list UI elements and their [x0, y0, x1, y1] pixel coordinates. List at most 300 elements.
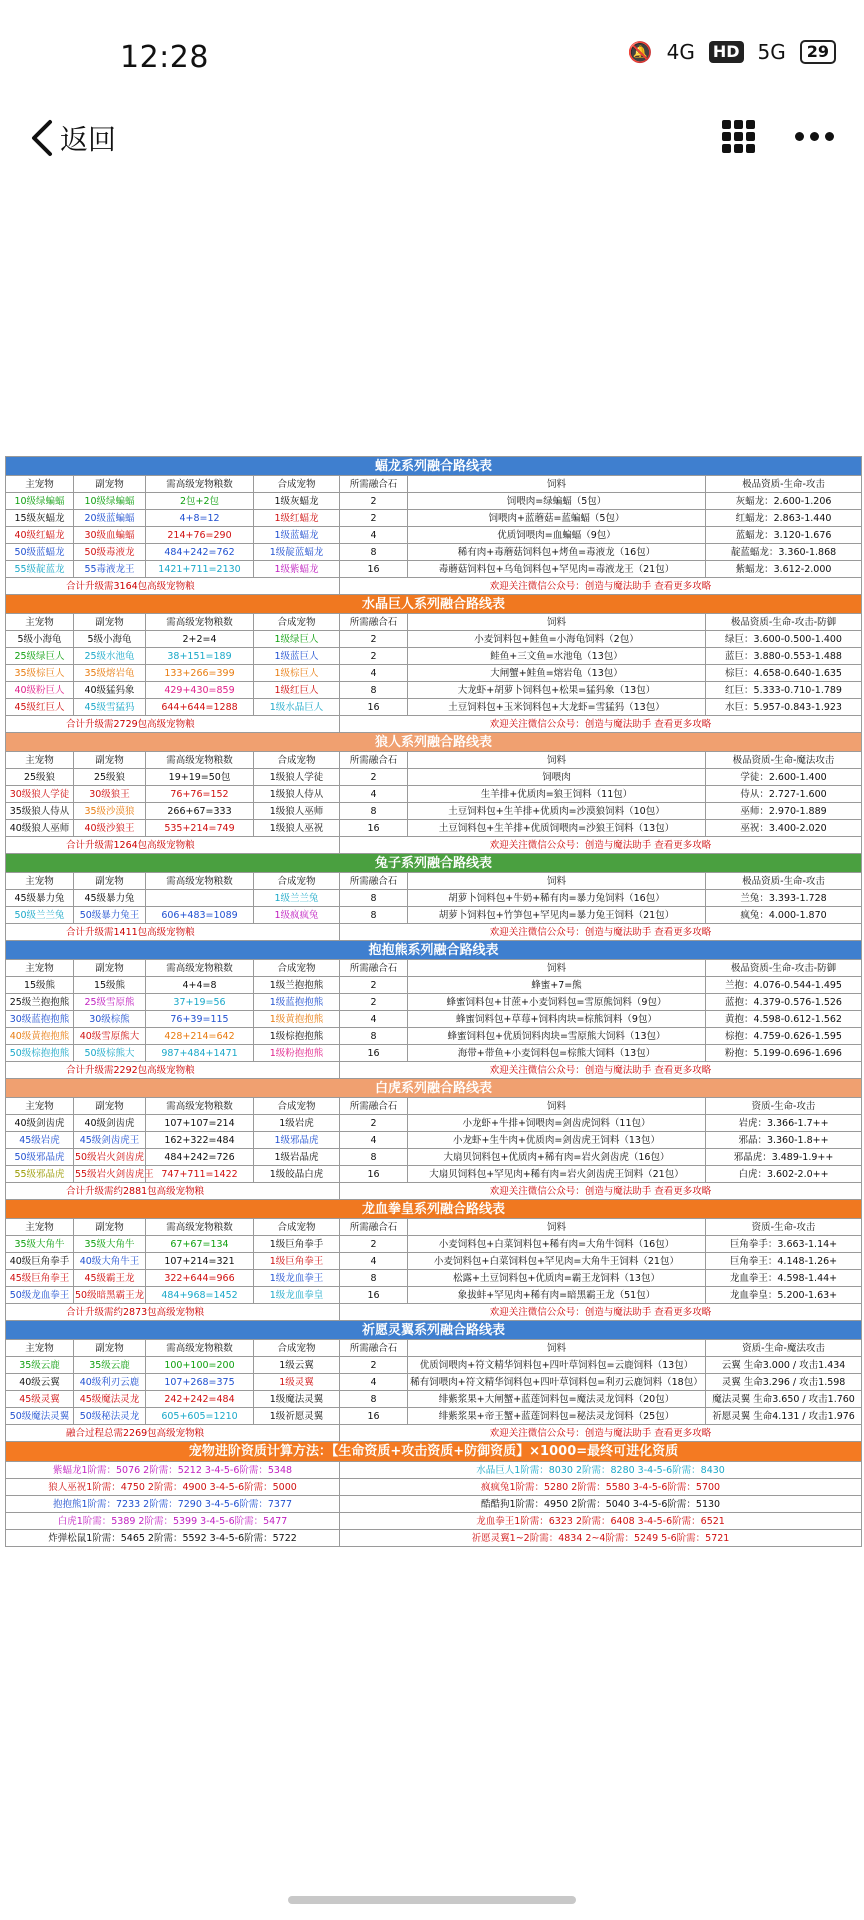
column-header: 副宠物	[74, 1340, 146, 1357]
table-cell: 棕抱：4.759-0.626-1.595	[706, 1028, 862, 1045]
column-header: 饲料	[408, 614, 706, 631]
section-title: 狼人系列融合路线表	[6, 733, 862, 752]
fusion-route-sheet	[5, 456, 861, 1547]
header-row	[6, 476, 862, 493]
table-cell: 黄抱：4.598-0.612-1.562	[706, 1011, 862, 1028]
column-header: 极品资质-生命-攻击-防御	[706, 960, 862, 977]
table-row	[6, 510, 862, 527]
table-cell: 1级岩虎	[254, 1115, 340, 1132]
table-cell: 40级巨角拳手	[6, 1253, 74, 1270]
table-cell: 1级狼人巫师	[254, 803, 340, 820]
table-cell: 40级粉巨人	[6, 682, 74, 699]
table-cell: 322+644=966	[146, 1270, 254, 1287]
table-cell: 土豆饲料包+玉米饲料包+大龙虾=雪猛犸（13包）	[408, 699, 706, 716]
table-cell: 35级棕巨人	[6, 665, 74, 682]
table-cell: 1级棕巨人	[254, 665, 340, 682]
table-cell: 8	[340, 907, 408, 924]
table-row	[6, 1253, 862, 1270]
ad-text: 欢迎关注微信公众号：创造与魔法助手 查看更多攻略	[340, 1425, 862, 1442]
table-cell: 松露+土豆饲料包+优质肉=霸王龙饲料（13包）	[408, 1270, 706, 1287]
table-cell: 214+76=290	[146, 527, 254, 544]
total-row	[6, 924, 862, 941]
column-header: 所需融合石	[340, 614, 408, 631]
table-cell: 灰蝠龙：2.600-1.206	[706, 493, 862, 510]
table-cell: 133+266=399	[146, 665, 254, 682]
table-row	[6, 1408, 862, 1425]
column-header: 需高级宠物粮数	[146, 960, 254, 977]
table-cell: 76+39=115	[146, 1011, 254, 1028]
table-cell: 45级魔法灵龙	[74, 1391, 146, 1408]
table-cell: 蓝巨：3.880-0.553-1.488	[706, 648, 862, 665]
column-header: 饲料	[408, 1219, 706, 1236]
table-cell: 35级云鹿	[6, 1357, 74, 1374]
table-cell: 稀有肉+毒蘑菇饲料包+烤鱼=毒液龙（16包）	[408, 544, 706, 561]
table-cell: 蜂蜜饲料包+草莓+饲料肉块=棕熊饲料（9包）	[408, 1011, 706, 1028]
table-row	[6, 1270, 862, 1287]
battery-icon: 29	[800, 40, 836, 64]
column-header: 主宠物	[6, 960, 74, 977]
back-label: 返回	[60, 123, 117, 156]
status-time: 12:28	[120, 40, 209, 75]
column-header: 需高级宠物粮数	[146, 752, 254, 769]
section-title-row	[6, 1321, 862, 1340]
breakdown-row	[6, 1462, 862, 1479]
grid-menu-icon[interactable]	[722, 120, 755, 153]
table-cell: 16	[340, 1408, 408, 1425]
table-cell: 魔法灵翼 生命3.650 / 攻击1.760	[706, 1391, 862, 1408]
breakdown-left: 炸弹松鼠1阶需：5465 2阶需：5592 3-4-5-6阶需：5722	[6, 1530, 340, 1547]
table-row	[6, 1391, 862, 1408]
table-cell: 30级蓝抱抱熊	[6, 1011, 74, 1028]
formula-row	[6, 1442, 862, 1462]
table-cell: 76+76=152	[146, 786, 254, 803]
table-cell: 2	[340, 631, 408, 648]
table-cell: 大扇贝饲料包+罕见肉+稀有肉=岩火剑齿虎王饲料（21包）	[408, 1166, 706, 1183]
table-cell: 55级邪晶虎	[6, 1166, 74, 1183]
table-row	[6, 493, 862, 510]
column-header: 所需融合石	[340, 752, 408, 769]
table-cell: 605+605=1210	[146, 1408, 254, 1425]
table-row	[6, 1149, 862, 1166]
table-cell: 55毒液龙王	[74, 561, 146, 578]
ad-text: 欢迎关注微信公众号：创造与魔法助手 查看更多攻略	[340, 1062, 862, 1079]
table-cell: 2	[340, 493, 408, 510]
column-header: 合成宠物	[254, 476, 340, 493]
table-cell: 1级蓝巨人	[254, 648, 340, 665]
table-cell: 兰兔：3.393-1.728	[706, 890, 862, 907]
table-cell: 25级雪原熊	[74, 994, 146, 1011]
table-cell: 50级暗黑霸王龙	[74, 1287, 146, 1304]
table-cell: 饲喂肉	[408, 769, 706, 786]
table-cell: 107+268=375	[146, 1374, 254, 1391]
table-cell: 8	[340, 1149, 408, 1166]
breakdown-right: 祈愿灵翼1~2阶需：4834 2~4阶需：5249 5-6阶需：5721	[340, 1530, 862, 1547]
column-header: 需高级宠物粮数	[146, 1098, 254, 1115]
table-cell: 644+644=1288	[146, 699, 254, 716]
table-cell: 2	[340, 977, 408, 994]
column-header: 极品资质-生命-攻击-防御	[706, 614, 862, 631]
table-cell: 8	[340, 803, 408, 820]
column-header: 所需融合石	[340, 1098, 408, 1115]
header-row	[6, 1219, 862, 1236]
table-cell: 45级暴力兔	[6, 890, 74, 907]
table-cell: 25级水池龟	[74, 648, 146, 665]
table-cell: 靛蓝蝠龙：3.360-1.868	[706, 544, 862, 561]
table-cell: 蓝蝠龙：3.120-1.676	[706, 527, 862, 544]
table-cell: 水巨：5.957-0.843-1.923	[706, 699, 862, 716]
column-header: 所需融合石	[340, 1219, 408, 1236]
table-cell	[146, 890, 254, 907]
column-header: 极品资质-生命-魔法攻击	[706, 752, 862, 769]
table-cell: 30级血蝙蝠	[74, 527, 146, 544]
table-cell: 2+2=4	[146, 631, 254, 648]
column-header: 合成宠物	[254, 752, 340, 769]
total-summary: 合计升级需1411包高级宠物粮	[6, 924, 340, 941]
table-cell: 45级巨角拳王	[6, 1270, 74, 1287]
table-cell: 1级狼人侍从	[254, 786, 340, 803]
breakdown-left: 紫蝠龙1阶需：5076 2阶需：5212 3-4-5-6阶需：5348	[6, 1462, 340, 1479]
table-cell: 40级云翼	[6, 1374, 74, 1391]
column-header: 主宠物	[6, 752, 74, 769]
section-title: 水晶巨人系列融合路线表	[6, 595, 862, 614]
column-header: 需高级宠物粮数	[146, 1219, 254, 1236]
hd-icon: HD	[709, 41, 744, 63]
chevron-left-icon	[30, 118, 54, 158]
column-header: 主宠物	[6, 476, 74, 493]
table-cell: 1级靛蓝蝠龙	[254, 544, 340, 561]
table-cell: 1级皎晶白虎	[254, 1166, 340, 1183]
section-title-row	[6, 1079, 862, 1098]
table-cell: 1级粉抱抱熊	[254, 1045, 340, 1062]
table-row	[6, 631, 862, 648]
table-cell: 484+242=762	[146, 544, 254, 561]
table-cell: 1级祈愿灵翼	[254, 1408, 340, 1425]
table-cell: 2	[340, 1236, 408, 1253]
total-summary: 合计升级需约2881包高级宠物粮	[6, 1183, 340, 1200]
total-summary: 合计升级需2292包高级宠物粮	[6, 1062, 340, 1079]
table-cell: 红蝠龙：2.863-1.440	[706, 510, 862, 527]
table-cell: 巫师：2.970-1.889	[706, 803, 862, 820]
column-header: 饲料	[408, 476, 706, 493]
column-header: 合成宠物	[254, 1219, 340, 1236]
table-cell: 小麦饲料包+白菜饲料包+罕见肉=大角牛王饲料（21包）	[408, 1253, 706, 1270]
table-cell: 学徒：2.600-1.400	[706, 769, 862, 786]
table-cell: 小龙虾+牛排+饲喂肉=剑齿虎饲料（11包）	[408, 1115, 706, 1132]
total-summary: 合计升级需1264包高级宠物粮	[6, 837, 340, 854]
table-cell: 40级狼人巫师	[6, 820, 74, 837]
table-cell: 1级云翼	[254, 1357, 340, 1374]
breakdown-right: 水晶巨人1阶需：8030 2阶需：8280 3-4-5-6阶需：8430	[340, 1462, 862, 1479]
column-header: 合成宠物	[254, 873, 340, 890]
table-cell: 饲喂肉=绿蝙蝠（5包）	[408, 493, 706, 510]
breakdown-left: 抱抱熊1阶需：7233 2阶需：7290 3-4-5-6阶需：7377	[6, 1496, 340, 1513]
table-cell: 1级邪晶虎	[254, 1132, 340, 1149]
table-cell: 10级绿蝙蝠	[74, 493, 146, 510]
table-cell: 67+67=134	[146, 1236, 254, 1253]
breakdown-left: 白虎1阶需：5389 2阶需：5399 3-4-5-6阶需：5477	[6, 1513, 340, 1530]
table-cell: 胡萝卜饲料包+牛奶+稀有肉=暴力兔饲料（16包）	[408, 890, 706, 907]
section-title-row	[6, 595, 862, 614]
column-header: 极品资质-生命-攻击	[706, 476, 862, 493]
section-title: 蝠龙系列融合路线表	[6, 457, 862, 476]
table-row	[6, 994, 862, 1011]
table-cell: 绯紫浆果+帝王蟹+蓝莲饲料包=秘法灵龙饲料（25包）	[408, 1408, 706, 1425]
column-header: 需高级宠物粮数	[146, 1340, 254, 1357]
table-cell: 747+711=1422	[146, 1166, 254, 1183]
table-cell: 4	[340, 786, 408, 803]
section-title: 白虎系列融合路线表	[6, 1079, 862, 1098]
table-cell: 429+430=859	[146, 682, 254, 699]
column-header: 极品资质-生命-攻击	[706, 873, 862, 890]
table-cell: 象拔蚌+罕见肉+稀有肉=暗黑霸王龙（51包）	[408, 1287, 706, 1304]
table-cell: 海带+带鱼+小麦饲料包=棕熊大饲料（13包）	[408, 1045, 706, 1062]
table-cell: 4	[340, 1132, 408, 1149]
back-button[interactable]	[30, 118, 116, 158]
table-cell: 1级巨角拳手	[254, 1236, 340, 1253]
ad-text: 欢迎关注微信公众号：创造与魔法助手 查看更多攻略	[340, 578, 862, 595]
table-cell: 25级绿巨人	[6, 648, 74, 665]
table-cell: 鲑鱼+三文鱼=水池龟（13包）	[408, 648, 706, 665]
table-cell: 紫蝠龙：3.612-2.000	[706, 561, 862, 578]
table-cell: 38+151=189	[146, 648, 254, 665]
table-row	[6, 1166, 862, 1183]
table-row	[6, 561, 862, 578]
breakdown-row	[6, 1496, 862, 1513]
table-cell: 红巨：5.333-0.710-1.789	[706, 682, 862, 699]
breakdown-right: 龙血拳王1阶需：6323 2阶需：6408 3-4-5-6阶需：6521	[340, 1513, 862, 1530]
table-cell: 1级兰抱抱熊	[254, 977, 340, 994]
column-header: 主宠物	[6, 1340, 74, 1357]
table-cell: 巨角拳王：4.148-1.26+	[706, 1253, 862, 1270]
column-header: 需高级宠物粮数	[146, 476, 254, 493]
table-cell: 535+214=749	[146, 820, 254, 837]
table-cell: 35级大角牛	[6, 1236, 74, 1253]
table-row	[6, 890, 862, 907]
table-cell: 龙血拳皇：5.200-1.63+	[706, 1287, 862, 1304]
table-cell: 2包+2包	[146, 493, 254, 510]
table-row	[6, 527, 862, 544]
table-row	[6, 977, 862, 994]
table-cell: 1级魔法灵翼	[254, 1391, 340, 1408]
table-cell: 25级狼	[74, 769, 146, 786]
table-cell: 1级棕抱抱熊	[254, 1028, 340, 1045]
table-cell: 4	[340, 1011, 408, 1028]
breakdown-left: 狼人巫祝1阶需：4750 2阶需：4900 3-4-5-6阶需：5000	[6, 1479, 340, 1496]
table-cell: 蜂蜜饲料包+优质饲料肉块=雪原熊大饲料（13包）	[408, 1028, 706, 1045]
fusion-table	[5, 456, 862, 1547]
table-cell: 2	[340, 1357, 408, 1374]
table-cell: 107+107=214	[146, 1115, 254, 1132]
table-cell: 1级灰蝠龙	[254, 493, 340, 510]
table-cell: 白虎：3.602-2.0++	[706, 1166, 862, 1183]
table-cell: 4+4=8	[146, 977, 254, 994]
table-cell: 胡萝卜饲料包+竹笋包+罕见肉=暴力兔王饲料（21包）	[408, 907, 706, 924]
ad-text: 欢迎关注微信公众号：创造与魔法助手 查看更多攻略	[340, 1183, 862, 1200]
table-cell: 55级岩火剑齿虎王	[74, 1166, 146, 1183]
column-header: 所需融合石	[340, 960, 408, 977]
table-cell: 45级剑齿虎王	[74, 1132, 146, 1149]
table-cell: 1级龙血拳皇	[254, 1287, 340, 1304]
table-cell: 40级剑齿虎	[74, 1115, 146, 1132]
breakdown-right: 疯疯兔1阶需：5280 2阶需：5580 3-4-5-6阶需：5700	[340, 1479, 862, 1496]
header-row	[6, 752, 862, 769]
table-cell: 灵翼 生命3.296 / 攻击1.598	[706, 1374, 862, 1391]
column-header: 合成宠物	[254, 960, 340, 977]
table-cell: 45级灵翼	[6, 1391, 74, 1408]
table-cell: 棕巨：4.658-0.640-1.635	[706, 665, 862, 682]
table-row	[6, 803, 862, 820]
table-cell: 小龙虾+生牛肉+优质肉=剑齿虎王饲料（13包）	[408, 1132, 706, 1149]
table-cell: 2	[340, 994, 408, 1011]
table-cell: 兰抱：4.076-0.544-1.495	[706, 977, 862, 994]
table-cell: 1级龙血拳王	[254, 1270, 340, 1287]
table-cell: 1级兰兰兔	[254, 890, 340, 907]
column-header: 资质-生命-魔法攻击	[706, 1340, 862, 1357]
header-row	[6, 1340, 862, 1357]
table-row	[6, 1011, 862, 1028]
table-cell: 8	[340, 890, 408, 907]
table-cell: 4	[340, 665, 408, 682]
table-cell: 1级水晶巨人	[254, 699, 340, 716]
total-summary: 合计升级需约2873包高级宠物粮	[6, 1304, 340, 1321]
table-cell: 大扇贝饲料包+优质肉+稀有肉=岩火剑齿虎（16包）	[408, 1149, 706, 1166]
table-cell: 生羊排+优质肉=狼王饲料（11包）	[408, 786, 706, 803]
table-cell: 蓝抱：4.379-0.576-1.526	[706, 994, 862, 1011]
table-cell: 987+484+1471	[146, 1045, 254, 1062]
header-row	[6, 1098, 862, 1115]
table-cell: 50级棕抱抱熊	[6, 1045, 74, 1062]
column-header: 饲料	[408, 960, 706, 977]
total-row	[6, 578, 862, 595]
table-cell: 40级雪原熊大	[74, 1028, 146, 1045]
breakdown-row	[6, 1513, 862, 1530]
column-header: 饲料	[408, 1340, 706, 1357]
table-row	[6, 786, 862, 803]
column-header: 饲料	[408, 752, 706, 769]
column-header: 副宠物	[74, 752, 146, 769]
section-title-row	[6, 941, 862, 960]
table-cell: 粉抱：5.199-0.696-1.696	[706, 1045, 862, 1062]
table-cell: 35级狼人侍从	[6, 803, 74, 820]
table-cell: 8	[340, 544, 408, 561]
table-cell: 4+8=12	[146, 510, 254, 527]
total-row	[6, 1183, 862, 1200]
column-header: 合成宠物	[254, 614, 340, 631]
table-row	[6, 1287, 862, 1304]
table-cell: 15级熊	[74, 977, 146, 994]
ad-text: 欢迎关注微信公众号：创造与魔法助手 查看更多攻略	[340, 924, 862, 941]
table-cell: 巨角拳手：3.663-1.14+	[706, 1236, 862, 1253]
table-cell: 邪晶：3.360-1.8++	[706, 1132, 862, 1149]
breakdown-row	[6, 1479, 862, 1496]
column-header: 副宠物	[74, 1219, 146, 1236]
table-cell: 2	[340, 510, 408, 527]
table-cell: 484+968=1452	[146, 1287, 254, 1304]
table-cell: 606+483=1089	[146, 907, 254, 924]
table-cell: 2	[340, 1115, 408, 1132]
total-row	[6, 716, 862, 733]
table-cell: 50级暴力兔王	[74, 907, 146, 924]
total-row	[6, 1425, 862, 1442]
table-cell: 428+214=642	[146, 1028, 254, 1045]
table-cell: 16	[340, 699, 408, 716]
table-cell: 55级靛蓝龙	[6, 561, 74, 578]
table-cell: 50级兰兰兔	[6, 907, 74, 924]
table-cell: 云翼 生命3.000 / 攻击1.434	[706, 1357, 862, 1374]
table-cell: 50级岩火剑齿虎	[74, 1149, 146, 1166]
table-cell: 5级小海龟	[74, 631, 146, 648]
total-row	[6, 1062, 862, 1079]
table-cell: 小麦饲料包+白菜饲料包+稀有肉=大角牛饲料（16包）	[408, 1236, 706, 1253]
table-cell: 25级狼	[6, 769, 74, 786]
table-cell: 35级沙漠狼	[74, 803, 146, 820]
column-header: 饲料	[408, 1098, 706, 1115]
table-row	[6, 820, 862, 837]
total-summary: 融合过程总需2269包高级宠物粮	[6, 1425, 340, 1442]
table-cell: 25级兰抱抱熊	[6, 994, 74, 1011]
column-header: 主宠物	[6, 1219, 74, 1236]
more-options-icon[interactable]	[795, 132, 834, 141]
table-cell: 35级熔岩龟	[74, 665, 146, 682]
table-cell: 稀有饲喂肉+符文精华饲料包+四叶草饲料包=利刃云鹿饲料（18包）	[408, 1374, 706, 1391]
section-title-row	[6, 457, 862, 476]
home-indicator[interactable]	[288, 1896, 576, 1904]
table-cell: 1级红蝠龙	[254, 510, 340, 527]
section-title: 兔子系列融合路线表	[6, 854, 862, 873]
column-header: 所需融合石	[340, 476, 408, 493]
column-header: 资质-生命-攻击	[706, 1098, 862, 1115]
ad-text: 欢迎关注微信公众号：创造与魔法助手 查看更多攻略	[340, 1304, 862, 1321]
table-cell: 40级大角牛王	[74, 1253, 146, 1270]
header-row	[6, 614, 862, 631]
table-cell: 饲喂肉+蓝蘑菇=蓝蝙蝠（5包）	[408, 510, 706, 527]
table-cell: 4	[340, 1253, 408, 1270]
table-cell: 50级蓝蝠龙	[6, 544, 74, 561]
column-header: 需高级宠物粮数	[146, 873, 254, 890]
table-cell: 1421+711=2130	[146, 561, 254, 578]
column-header: 饲料	[408, 873, 706, 890]
nav-bar	[0, 110, 864, 170]
total-row	[6, 837, 862, 854]
section-title-row	[6, 733, 862, 752]
column-header: 主宠物	[6, 1098, 74, 1115]
table-cell: 45级暴力兔	[74, 890, 146, 907]
table-cell: 1级巨角拳王	[254, 1253, 340, 1270]
table-cell: 16	[340, 1166, 408, 1183]
table-cell: 10级绿蝙蝠	[6, 493, 74, 510]
table-cell: 16	[340, 1045, 408, 1062]
table-cell: 祈愿灵翼 生命4.131 / 攻击1.976	[706, 1408, 862, 1425]
table-cell: 邪晶虎：3.489-1.9++	[706, 1149, 862, 1166]
table-row	[6, 769, 862, 786]
header-row	[6, 960, 862, 977]
table-cell: 484+242=726	[146, 1149, 254, 1166]
table-cell: 50级龙血拳王	[6, 1287, 74, 1304]
table-cell: 1级狼人学徒	[254, 769, 340, 786]
table-cell: 侍从：2.727-1.600	[706, 786, 862, 803]
column-header: 副宠物	[74, 476, 146, 493]
table-cell: 50级棕熊大	[74, 1045, 146, 1062]
table-cell: 毒蘑菇饲料包+乌龟饲料包+罕见肉=毒液龙王（21包）	[408, 561, 706, 578]
table-cell: 162+322=484	[146, 1132, 254, 1149]
table-cell: 40级猛犸象	[74, 682, 146, 699]
table-cell: 优质饲喂肉+符文精华饲料包+四叶草饲料包=云鹿饲料（13包）	[408, 1357, 706, 1374]
table-cell: 40级利刃云鹿	[74, 1374, 146, 1391]
table-row	[6, 1374, 862, 1391]
table-cell: 1级紫蝠龙	[254, 561, 340, 578]
table-cell: 16	[340, 820, 408, 837]
table-cell: 1级蓝蝠龙	[254, 527, 340, 544]
